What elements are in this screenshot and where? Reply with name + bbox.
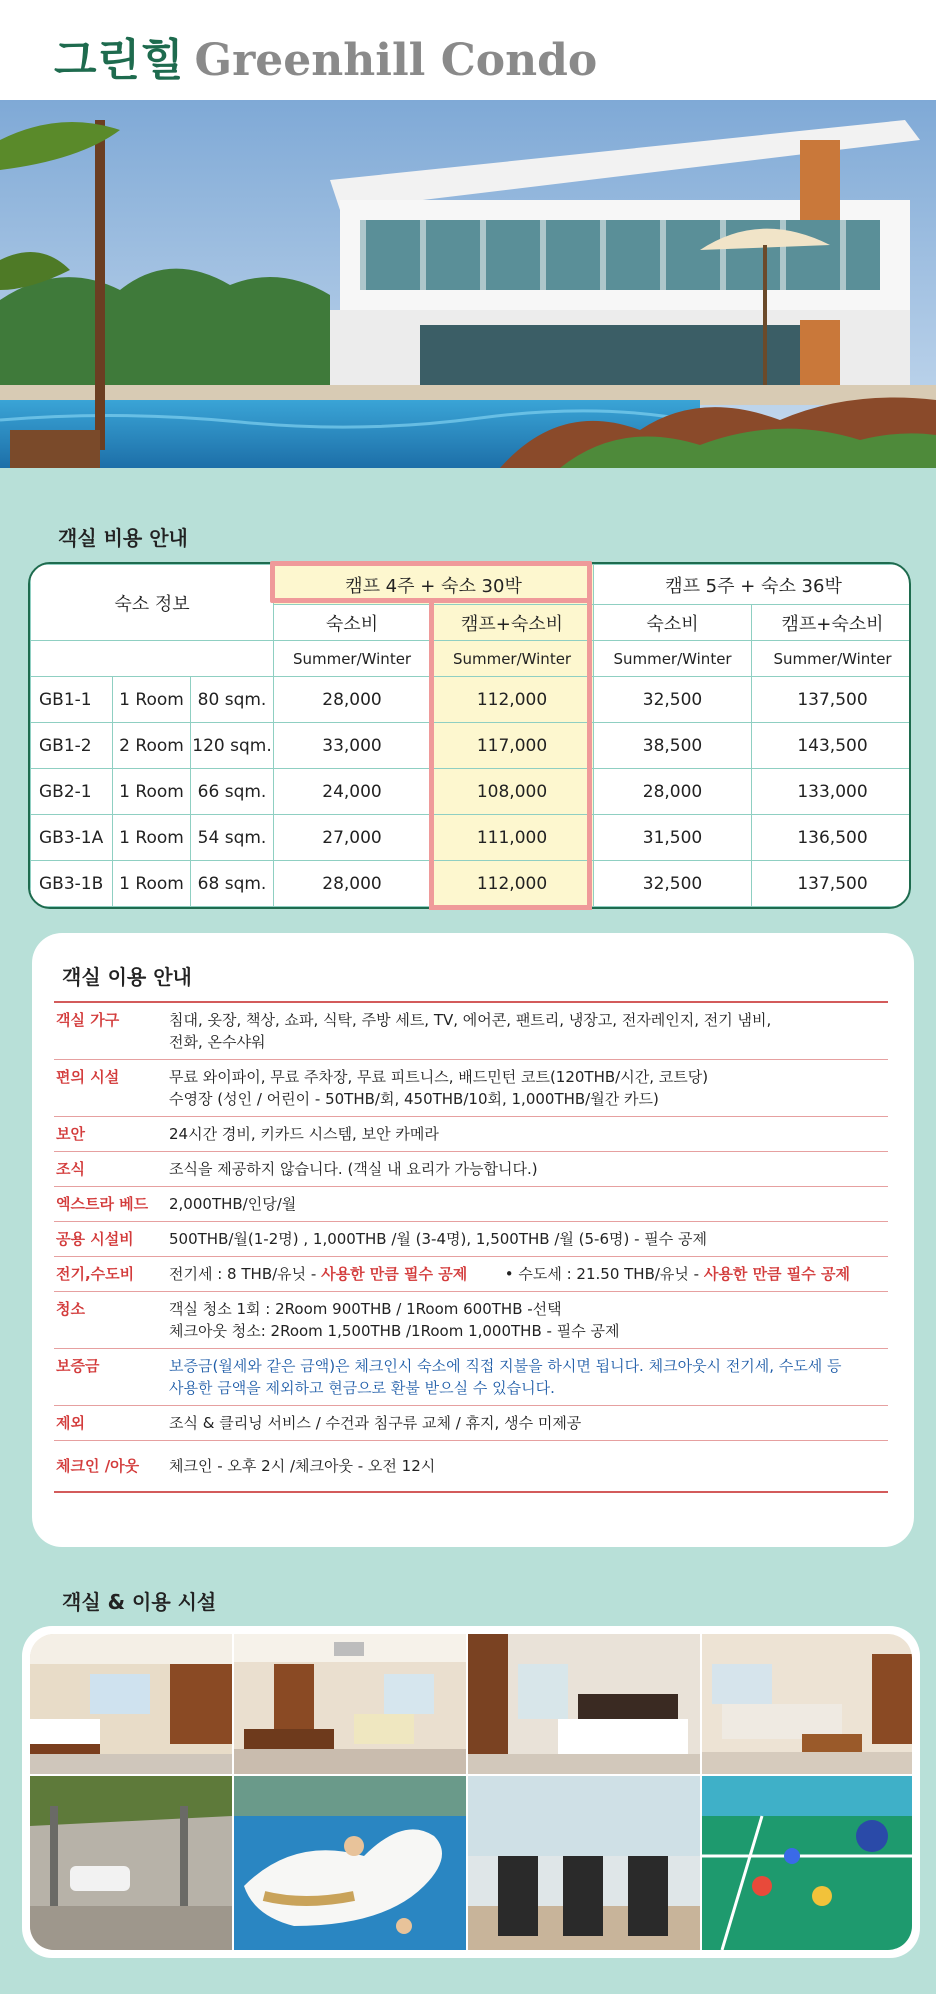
pricing-section-title: 객실 비용 안내 bbox=[58, 526, 188, 550]
usage-info-list bbox=[54, 1001, 888, 1493]
info-value: 조식 & 클리닝 서비스 / 수건과 침구류 교체 / 휴지, 생수 미제공 bbox=[169, 1414, 582, 1432]
info-text-line: 전화, 온수샤워 bbox=[169, 1033, 266, 1051]
info-label: 객실 가구 bbox=[56, 1011, 120, 1029]
brand-logo[interactable] bbox=[54, 24, 597, 88]
room-code: GB3-1A bbox=[31, 815, 113, 861]
room-size: 68 sqm. bbox=[191, 861, 274, 907]
info-value: 조식을 제공하지 않습니다. (객실 내 요리가 가능합니다.) bbox=[169, 1160, 538, 1178]
info-label: 전기,수도비 bbox=[56, 1265, 135, 1283]
brand-name-ko: 그린힐 bbox=[54, 35, 185, 86]
info-label: 청소 bbox=[56, 1300, 85, 1318]
lodging-info-header: 숙소 정보 bbox=[31, 565, 274, 641]
info-label: 보증금 bbox=[56, 1357, 100, 1375]
info-value bbox=[169, 1298, 888, 1342]
info-value: 2,000THB/인당/월 bbox=[169, 1195, 297, 1213]
info-label: 제외 bbox=[56, 1414, 85, 1432]
photo-badminton-court[interactable] bbox=[702, 1776, 912, 1950]
plan-a-total-price: 112,000 bbox=[431, 861, 594, 907]
info-row-extra-bed bbox=[54, 1187, 888, 1222]
plan-b-total-price: 136,500 bbox=[752, 815, 911, 861]
info-row-common-fee bbox=[54, 1222, 888, 1257]
room-count: 1 Room bbox=[113, 677, 191, 723]
plan-a-lodging-price: 28,000 bbox=[274, 677, 431, 723]
info-label: 조식 bbox=[56, 1160, 85, 1178]
photo-living-room-1[interactable] bbox=[234, 1634, 466, 1774]
room-count: 2 Room bbox=[113, 723, 191, 769]
photo-gallery bbox=[30, 1634, 912, 1950]
plan-b-total-price: 143,500 bbox=[752, 723, 911, 769]
info-text-line: 객실 청소 1회 : 2Room 900THB / 1Room 600THB -선택 bbox=[169, 1300, 562, 1318]
info-label: 보안 bbox=[56, 1125, 85, 1143]
plan-a-lodging-price: 24,000 bbox=[274, 769, 431, 815]
info-row-security bbox=[54, 1117, 888, 1152]
room-count: 1 Room bbox=[113, 861, 191, 907]
plan-b-total-price: 133,000 bbox=[752, 769, 911, 815]
table-row bbox=[31, 815, 912, 861]
room-size: 66 sqm. bbox=[191, 769, 274, 815]
photo-bedroom-2[interactable] bbox=[468, 1634, 700, 1774]
info-value bbox=[169, 1066, 888, 1110]
info-label: 공용 시설비 bbox=[56, 1230, 134, 1248]
plan-b-total-price: 137,500 bbox=[752, 677, 911, 723]
room-code: GB1-1 bbox=[31, 677, 113, 723]
info-text-line: 사용한 금액을 제외하고 현금으로 환불 받으실 수 있습니다. bbox=[169, 1379, 555, 1397]
info-row-excluded bbox=[54, 1406, 888, 1441]
info-text-line: 보증금(월세와 같은 금액)은 체크인시 숙소에 직접 지불을 하시면 됩니다. 체크아웃시 전기세, 수도세 등 bbox=[169, 1357, 842, 1375]
brand-name-en: Greenhill Condo bbox=[194, 35, 598, 86]
plan-a-lodging-header: 숙소비 bbox=[274, 605, 431, 641]
info-row-furniture bbox=[54, 1003, 888, 1060]
room-size: 54 sqm. bbox=[191, 815, 274, 861]
plan-a-total-price: 112,000 bbox=[431, 677, 594, 723]
pricing-table bbox=[30, 564, 911, 907]
info-row-amenities bbox=[54, 1060, 888, 1117]
info-row-breakfast bbox=[54, 1152, 888, 1187]
plan-b-header: 캠프 5주 + 숙소 36박 bbox=[594, 565, 911, 605]
photo-bedroom-1[interactable] bbox=[30, 1634, 232, 1774]
photo-pool-float[interactable] bbox=[234, 1776, 466, 1950]
electricity-rate: 전기세 : 8 THB/유닛 - bbox=[169, 1265, 317, 1283]
plan-a-total-price: 117,000 bbox=[431, 723, 594, 769]
plan-a-total-header: 캠프+숙소비 bbox=[431, 605, 594, 641]
info-section-title: 객실 이용 안내 bbox=[62, 965, 192, 989]
plan-a-total-price: 111,000 bbox=[431, 815, 594, 861]
table-row bbox=[31, 861, 912, 907]
plan-a-lodging-price: 33,000 bbox=[274, 723, 431, 769]
info-text-line: 수영장 (성인 / 어린이 - 50THB/회, 450THB/10회, 1,000THB/월간 카드) bbox=[169, 1090, 659, 1108]
info-row-utilities bbox=[54, 1257, 888, 1292]
info-label: 체크인 /아웃 bbox=[56, 1457, 140, 1475]
info-text-line: 침대, 옷장, 책상, 쇼파, 식탁, 주방 세트, TV, 에어콘, 팬트리, 냉장고, 전자레인지, 전기 냄비, bbox=[169, 1011, 772, 1029]
photos-section-title: 객실 & 이용 시설 bbox=[62, 1590, 217, 1614]
plan-a-header: 캠프 4주 + 숙소 30박 bbox=[274, 565, 594, 605]
info-label: 엑스트라 베드 bbox=[56, 1195, 149, 1213]
season-label: Summer/Winter bbox=[274, 641, 431, 677]
info-label: 편의 시설 bbox=[56, 1068, 120, 1086]
room-count: 1 Room bbox=[113, 769, 191, 815]
info-value: 체크인 - 오후 2시 /체크아웃 - 오전 12시 bbox=[169, 1457, 436, 1475]
plan-a-lodging-price: 28,000 bbox=[274, 861, 431, 907]
hero-photo-pool-building bbox=[0, 100, 936, 468]
room-size: 80 sqm. bbox=[191, 677, 274, 723]
info-value bbox=[169, 1355, 888, 1399]
room-code: GB3-1B bbox=[31, 861, 113, 907]
room-code: GB2-1 bbox=[31, 769, 113, 815]
season-label: Summer/Winter bbox=[594, 641, 752, 677]
season-label: Summer/Winter bbox=[431, 641, 594, 677]
plan-b-lodging-price: 31,500 bbox=[594, 815, 752, 861]
photo-living-room-2[interactable] bbox=[702, 1634, 912, 1774]
header bbox=[0, 0, 936, 100]
plan-b-lodging-price: 32,500 bbox=[594, 677, 752, 723]
water-note: 사용한 만큼 필수 공제 bbox=[703, 1265, 850, 1283]
info-value: 500THB/월(1-2명) , 1,000THB /월 (3-4명), 1,500THB /월 (5-6명) - 필수 공제 bbox=[169, 1230, 708, 1248]
table-row bbox=[31, 723, 912, 769]
photo-parking[interactable] bbox=[30, 1776, 232, 1950]
season-blank-cell bbox=[31, 641, 274, 677]
electricity-note: 사용한 만큼 필수 공제 bbox=[321, 1265, 468, 1283]
plan-b-total-price: 137,500 bbox=[752, 861, 911, 907]
info-value: 24시간 경비, 키카드 시스템, 보안 카메라 bbox=[169, 1125, 439, 1143]
water-rate: • 수도세 : 21.50 THB/유닛 - bbox=[504, 1265, 700, 1283]
plan-a-lodging-price: 27,000 bbox=[274, 815, 431, 861]
info-value bbox=[169, 1009, 888, 1053]
plan-b-lodging-price: 28,000 bbox=[594, 769, 752, 815]
room-size: 120 sqm. bbox=[191, 723, 274, 769]
room-code: GB1-2 bbox=[31, 723, 113, 769]
info-row-checkin bbox=[54, 1441, 888, 1491]
plan-a-total-price: 108,000 bbox=[431, 769, 594, 815]
info-row-deposit bbox=[54, 1349, 888, 1406]
plan-b-lodging-price: 32,500 bbox=[594, 861, 752, 907]
plan-b-lodging-price: 38,500 bbox=[594, 723, 752, 769]
plan-b-total-header: 캠프+숙소비 bbox=[752, 605, 911, 641]
table-row bbox=[31, 677, 912, 723]
pricing-table-card bbox=[28, 562, 911, 909]
info-text-line: 무료 와이파이, 무료 주차장, 무료 피트니스, 배드민턴 코트(120THB/시간, 코트당) bbox=[169, 1068, 709, 1086]
info-row-cleaning bbox=[54, 1292, 888, 1349]
room-count: 1 Room bbox=[113, 815, 191, 861]
info-text-line: 체크아웃 청소: 2Room 1,500THB /1Room 1,000THB - 필수 공제 bbox=[169, 1322, 620, 1340]
season-label: Summer/Winter bbox=[752, 641, 911, 677]
table-row bbox=[31, 769, 912, 815]
info-value bbox=[169, 1263, 888, 1285]
photo-gallery-card bbox=[22, 1626, 920, 1958]
photo-fitness[interactable] bbox=[468, 1776, 700, 1950]
usage-info-card bbox=[32, 933, 914, 1547]
plan-b-lodging-header: 숙소비 bbox=[594, 605, 752, 641]
